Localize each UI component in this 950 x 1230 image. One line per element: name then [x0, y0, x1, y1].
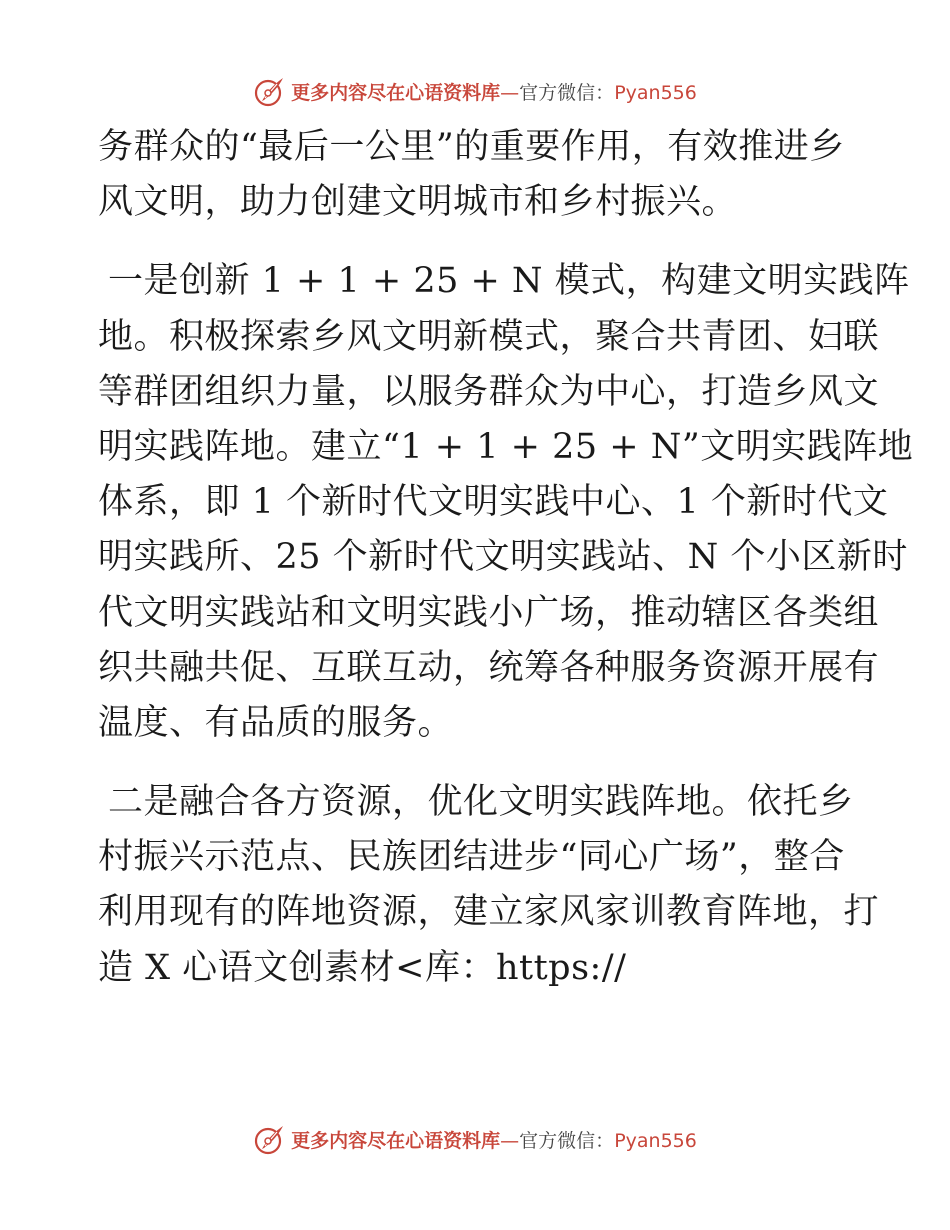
body-line: 代文明实践站和文明实践小广场，推动辖区各类组 [98, 592, 880, 633]
header-dash: — [500, 81, 520, 104]
document-body [98, 120, 914, 996]
body-line: 明实践阵地。建立“1 + 1 + 25 + N”文明实践阵地 [98, 426, 914, 467]
paragraph-start-line: 一是创新 1 + 1 + 25 + N 模式，构建文明实践阵 [108, 261, 910, 302]
header-banner [0, 71, 950, 111]
header-account-label: 官方微信： [519, 81, 615, 104]
footer-dash: — [500, 1129, 520, 1152]
body-line: 等群团组织力量，以服务群众为中心，打造乡风文 [98, 371, 880, 412]
footer-account-label: 官方微信： [519, 1129, 615, 1152]
body-line: 地。积极探索乡风文明新模式，聚合共青团、妇联 [98, 316, 880, 357]
footer-text [291, 1126, 697, 1153]
body-line: 体系，即 1 个新时代文明实践中心、1 个新时代文 [98, 482, 889, 523]
body-line: 利用现有的阵地资源，建立家风家训教育阵地，打 [98, 892, 880, 933]
paragraph-start-line: 二是融合各方资源，优化文明实践阵地。依托乡 [108, 782, 854, 823]
body-line: 务群众的“最后一公里”的重要作用，有效推进乡 [98, 127, 845, 167]
body-line: 温度、有品质的服务。 [98, 702, 454, 743]
quill-pen-logo-icon [253, 1122, 287, 1156]
quill-pen-logo-icon [253, 74, 287, 108]
body-line: 织共融共促、互联互动，统筹各种服务资源开展有 [98, 647, 880, 688]
body-line: 村振兴示范点、民族团结进步“同心广场”，整合 [98, 837, 845, 878]
body-line: 造 X 心语文创素材<库：https:// [98, 947, 627, 988]
header-account-id: Pyan556 [614, 81, 697, 104]
footer-brand: 更多内容尽在心语资料库 [291, 1129, 501, 1152]
header-brand: 更多内容尽在心语资料库 [291, 81, 501, 104]
footer-account-id: Pyan556 [614, 1129, 697, 1152]
footer-banner [0, 1119, 950, 1159]
body-line: 风文明，助力创建文明城市和乡村振兴。 [98, 182, 738, 223]
header-text [291, 78, 697, 105]
body-line: 明实践所、25 个新时代文明实践站、N 个小区新时 [98, 537, 908, 578]
